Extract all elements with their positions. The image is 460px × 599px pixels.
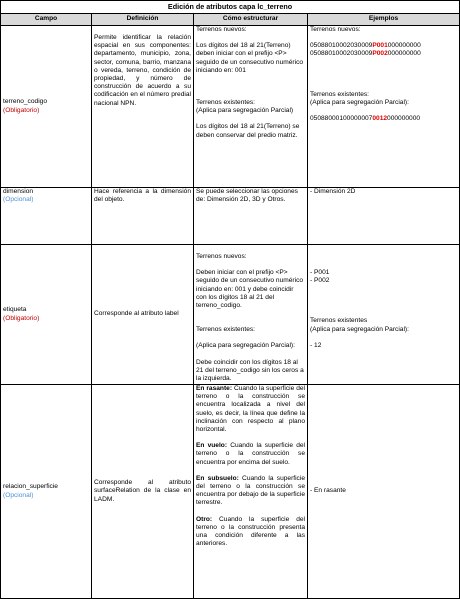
- table-row: [1, 188, 460, 245]
- definicion-cell: [92, 26, 194, 188]
- definition-text: Permite identificar la relación espacial en sus componentes: departamento, municipio, zona, sector, comuna, barrio, manzana o vereda, terreno, condición de propiedad, y número de construcción de acuerdo a su codificación en el número predial nacional NPN.: [94, 34, 191, 107]
- field-name: dimension: [3, 188, 34, 195]
- label-new-terrains: Terrenos nuevos:: [196, 26, 247, 33]
- existing-terrains-text: Los dígitos del 18 al 21(Terreno) se deben conservar del predio matriz.: [196, 123, 300, 139]
- example-label-new: Terrenos nuevos:: [310, 26, 361, 33]
- example-code: 050880001000000070012000000000: [310, 115, 421, 123]
- example-item: - P002: [310, 277, 330, 285]
- required-tag: (Obligatorio): [3, 106, 40, 114]
- ejemplos-cell: [308, 385, 460, 599]
- label-new-terrains: Terrenos nuevos:: [196, 253, 247, 260]
- definicion-cell: [92, 245, 194, 385]
- header-ejemplos: Ejemplos: [308, 14, 460, 26]
- new-terrains-text: Los dígitos del 18 al 21(Terreno) deben iniciar con el prefijo <P> seguido de un consecutivo numérico iniciando en: 001: [196, 42, 304, 74]
- ejemplos-cell: [308, 26, 460, 188]
- surface-option: Otro: Cuando la superficie del terreno o la construcción presenta una condición diferente a las anteriores.: [196, 515, 305, 548]
- campo-cell: [1, 245, 92, 385]
- existing-terrains-text: Debe coincidir con los dígitos 18 al 21 del terreno_codigo sin los ceros a la izquierda.: [196, 358, 304, 383]
- como-cell: [194, 385, 308, 599]
- table-row: [1, 385, 460, 599]
- surface-option: En vuelo: Cuando la superficie del terreno o la construcción se encuentra por encima del suelo.: [196, 442, 305, 466]
- campo-cell: [1, 385, 92, 599]
- header-campo: Campo: [1, 14, 92, 26]
- ejemplos-cell: [308, 245, 460, 385]
- example-code: 05088010002030009P001000000000: [310, 42, 421, 50]
- new-terrains-text: Deben iniciar con el prefijo <P> seguido de un consecutivo numérico iniciando en: 001 y debe coincidir con los dígitos 18 al 21 del terreno_codigo.: [196, 269, 304, 310]
- ejemplos-cell: [308, 188, 460, 245]
- surface-option: En rasante: Cuando la superficie del terreno o la construcción se encuentra localizada a nivel del suelo, es decir, la línea que define la inclinación con respecto al plano horizontal.: [196, 385, 305, 434]
- como-cell: [194, 26, 308, 188]
- campo-cell: [1, 26, 92, 188]
- definition-text: Corresponde al atributo surfaceRelation de la clase en LADM.: [94, 479, 191, 503]
- definicion-cell: [92, 385, 194, 599]
- existing-note: (Aplica para segregación Parcial):: [196, 342, 295, 350]
- definition-text: Corresponde al atributo label: [94, 310, 179, 318]
- label-existing-terrains: Terrenos existentes:: [196, 326, 256, 334]
- definition-text: Hace referencia a la dimensión del objeto.: [94, 188, 191, 204]
- header-definicion: Definición: [92, 14, 194, 26]
- optional-tag: (Opcional): [3, 196, 34, 204]
- surface-option: En subsuelo: Cuando la superficie del terreno o la construcción se encuentra por debajo de la superficie terrestre.: [196, 474, 305, 507]
- table-row: [1, 245, 460, 385]
- example-item: - P001: [310, 269, 330, 276]
- table-row: [1, 26, 460, 188]
- example-text: - En rasante: [310, 487, 346, 495]
- example-label-existing: Terrenos existentes:: [310, 90, 370, 98]
- example-label-existing: Terrenos existentes: [310, 317, 368, 325]
- field-name: relacion_superficie: [3, 483, 58, 491]
- como-cell: [194, 188, 308, 245]
- header-como-estructurar: Cómo estructurar: [194, 14, 308, 26]
- definicion-cell: [92, 188, 194, 245]
- required-tag: (Obligatorio): [3, 314, 40, 322]
- label-existing-terrains: Terrenos existentes:: [196, 99, 256, 107]
- example-text: - Dimensión 2D: [310, 188, 356, 195]
- example-existing-note: (Aplica para segregación Parcial):: [310, 98, 409, 106]
- example-existing-note: (Aplica para segregación Parcial):: [310, 325, 409, 333]
- existing-note: (Aplica para segregación Parcial): [196, 107, 294, 115]
- table-title: Edición de atributos capa lc_terreno: [1, 1, 460, 14]
- structure-text: Se puede seleccionar las opciones de: Dimensión 2D, 3D y Otros.: [196, 188, 298, 204]
- field-name: etiqueta: [3, 306, 27, 314]
- field-name: terreno_codigo: [3, 98, 47, 106]
- campo-cell: [1, 188, 92, 245]
- optional-tag: (Opcional): [3, 491, 34, 499]
- como-cell: [194, 245, 308, 385]
- example-code: 05088010002030009P002000000000: [310, 50, 421, 58]
- example-item: - 12: [310, 341, 322, 349]
